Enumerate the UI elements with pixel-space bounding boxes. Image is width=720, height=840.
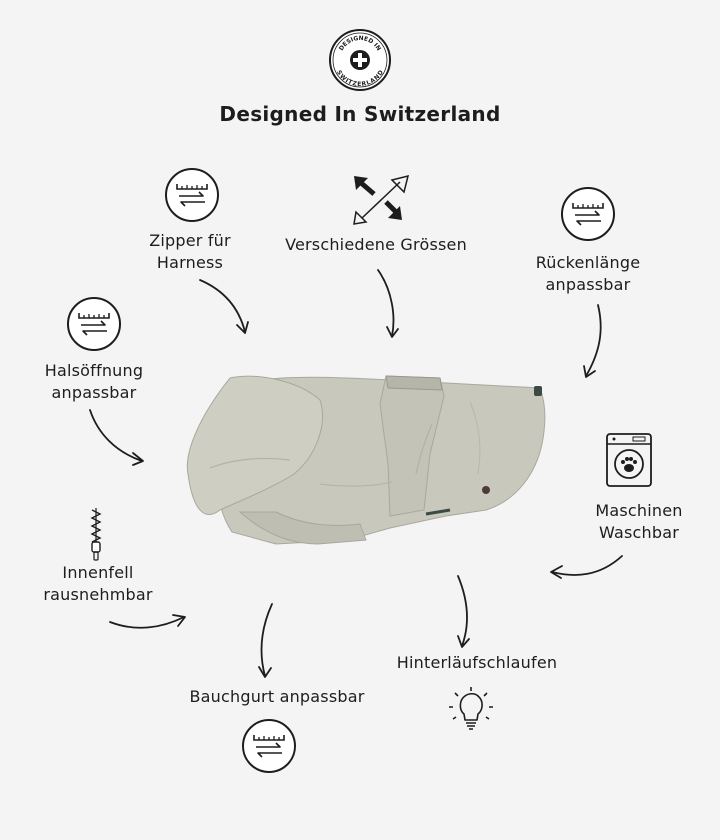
- washable-line2: Waschbar: [598, 523, 679, 542]
- washable-line1: Maschinen: [595, 501, 683, 520]
- page-title: Designed In Switzerland: [219, 102, 501, 126]
- zipper-harness-line1: Zipper für: [149, 231, 231, 250]
- inner-fur-line2: rausnehmbar: [43, 585, 153, 604]
- neck-line2: anpassbar: [51, 383, 137, 402]
- arrow-back: [586, 305, 601, 376]
- arrow-belly: [261, 604, 272, 676]
- arrow-fur: [110, 617, 184, 628]
- arrow-hind: [458, 576, 467, 646]
- badge-bottom-text: SWITZERLAND: [334, 69, 385, 89]
- inner-fur-line1: Innenfell: [62, 563, 134, 582]
- back-length-line2: anpassbar: [545, 275, 631, 294]
- feature-sizes: Verschiedene Grössen: [285, 235, 467, 254]
- dog-coat-image: [180, 364, 552, 560]
- arrow-zipper: [200, 280, 245, 332]
- feature-hind-loops: Hinterläufschlaufen: [396, 653, 558, 672]
- back-length-line1: Rückenlänge: [535, 253, 641, 272]
- zipper-harness-line2: Harness: [156, 253, 224, 272]
- neck-line1: Halsöffnung: [44, 361, 144, 380]
- badge-top-text: DESIGNED IN: [337, 34, 383, 53]
- feature-belly-strap: Bauchgurt anpassbar: [189, 687, 365, 706]
- arrow-sizes: [378, 270, 393, 336]
